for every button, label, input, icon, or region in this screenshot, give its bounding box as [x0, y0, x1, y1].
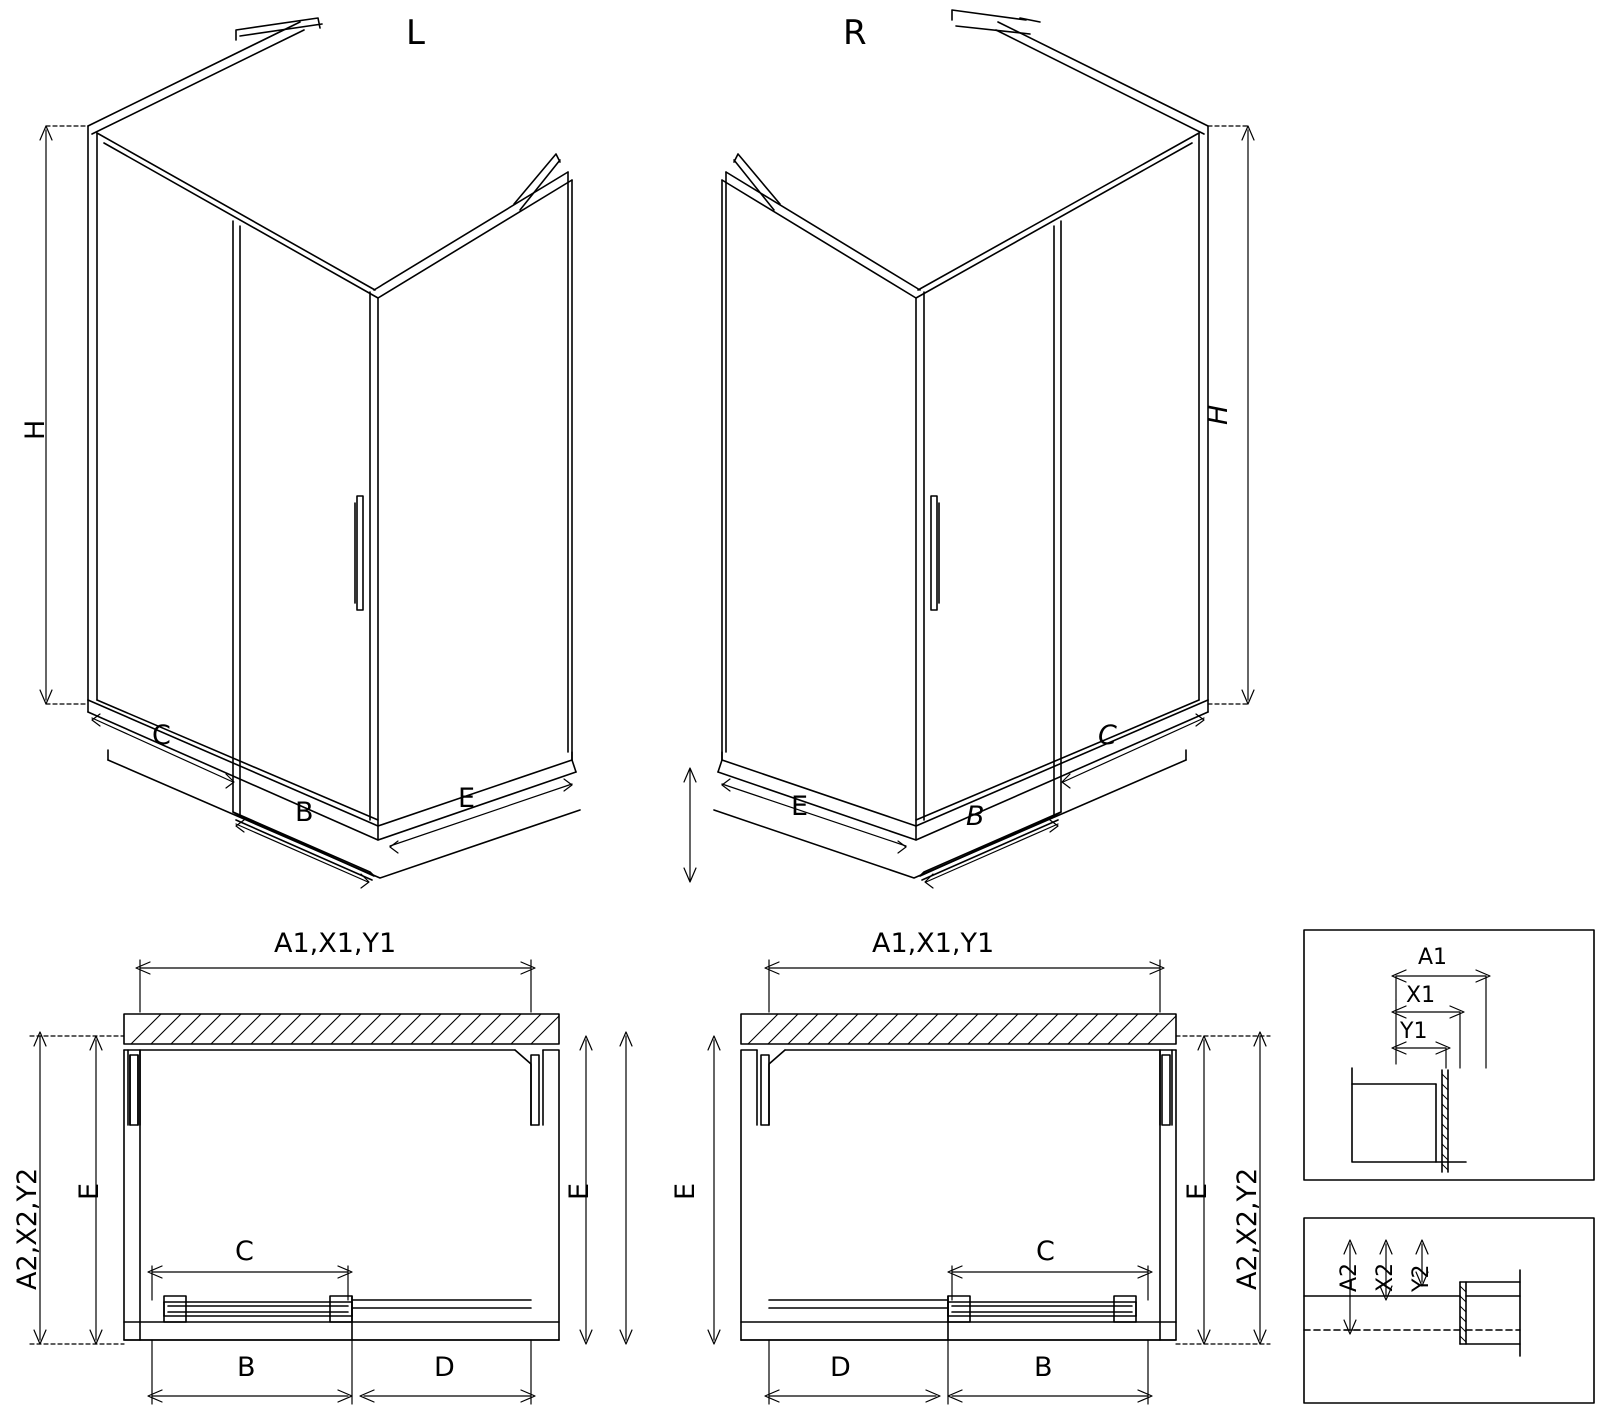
- iso-right-label-C: C: [1098, 720, 1117, 751]
- iso-right-dim-CBE: [684, 714, 1204, 888]
- title-right-variant: R: [843, 13, 867, 53]
- plan-left-geometry: [124, 1014, 559, 1340]
- iso-left-dim-H: [40, 126, 88, 704]
- detail-top-label-X1: X1: [1406, 983, 1436, 1008]
- plan-right-geometry: [741, 1014, 1176, 1340]
- iso-right-label-B: B: [966, 801, 985, 832]
- plan-right-label-E-left: E: [670, 1182, 701, 1200]
- plan-right-label-D: D: [830, 1352, 851, 1383]
- iso-left-label-E: E: [458, 783, 476, 814]
- plan-left-label-A2X2Y2: A2,X2,Y2: [12, 1167, 43, 1290]
- plan-right-label-E-right: E: [1182, 1182, 1213, 1200]
- detail-top-geometry: [1304, 930, 1594, 1180]
- plan-left-label-A1X1Y1: A1,X1,Y1: [274, 928, 397, 959]
- detail-bottom-geometry: [1304, 1218, 1594, 1403]
- iso-right-label-E: E: [791, 791, 809, 822]
- detail-top-label-Y1: Y1: [1400, 1019, 1428, 1044]
- plan-right-label-C: C: [1036, 1236, 1055, 1267]
- plan-left-label-B: B: [237, 1352, 256, 1383]
- detail-top-label-A1: A1: [1418, 945, 1448, 970]
- detail-bottom-label-Y2: Y2: [1409, 1264, 1434, 1292]
- plan-right-label-A1X1Y1: A1,X1,Y1: [872, 928, 995, 959]
- iso-right-label-H: H: [1203, 404, 1234, 425]
- detail-bottom-label-A2: A2: [1337, 1262, 1362, 1292]
- plan-left-label-C: C: [235, 1236, 254, 1267]
- plan-left-label-D: D: [434, 1352, 455, 1383]
- plan-left-dims: [30, 960, 632, 1404]
- iso-left-label-C: C: [152, 720, 171, 751]
- plan-left-label-E-right: E: [564, 1182, 595, 1200]
- iso-left-label-B: B: [295, 797, 314, 828]
- plan-left-label-E-left: E: [74, 1182, 105, 1200]
- plan-right-label-A2X2Y2: A2,X2,Y2: [1232, 1167, 1263, 1290]
- plan-right-label-B: B: [1034, 1352, 1053, 1383]
- iso-left-label-H: H: [20, 419, 51, 440]
- detail-bottom-label-X2: X2: [1373, 1262, 1398, 1292]
- title-left-variant: L: [406, 13, 425, 53]
